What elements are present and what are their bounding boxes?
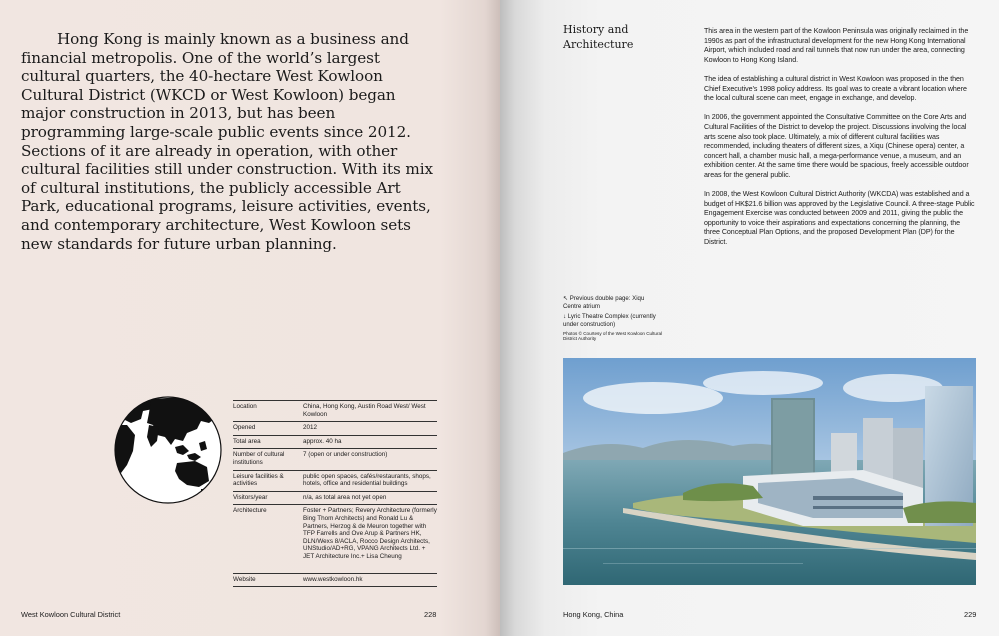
facts-label: Leisure facilities & activities [233,470,303,491]
facts-value: 7 (open or under construction) [303,449,437,470]
right-page-number: 229 [964,610,977,619]
facts-row-location [233,401,437,422]
section-heading: History and Architecture [563,23,634,51]
facts-table [233,400,437,587]
photo-captions [563,295,663,342]
facts-value: approx. 40 ha [303,435,437,449]
body-paragraph: The idea of establishing a cultural district in West Kowloon was proposed in the then Chief Executive’s 1998 policy address. Its goal was to create a vibrant location where the local cultural scene can meet, engage in exchange, and develop. [704,74,967,103]
left-footer-title: West Kowloon Cultural District [21,610,121,619]
facts-label: Total area [233,435,303,449]
caption-lyric-theatre: ↓ Lyric Theatre Complex (currently under construction) [563,313,656,328]
body-paragraph: In 2008, the West Kowloon Cultural District Authority (WKCDA) was established and a budget of HK$21.6 billion was approved by the Legislative Council. A three-stage Public Engagement Exercise was conducted between 2009 and 2011, giving the public the opportunity to voice their aspirations and expectations concerning the planning, the three Conceptual Plan Options, and the proposed Development Plan (DP) for the District. [704,190,975,247]
facts-label: Number of cultural institutions [233,449,303,470]
facts-row-total-area [233,435,437,449]
photo-credit: Photos © Courtesy of the West Kowloon Cultural District Authority [563,331,663,342]
facts-value: n/a, as total area not yet open [303,491,437,505]
facts-label: Website [233,573,303,587]
left-page-number: 228 [424,610,437,619]
facts-row-leisure [233,470,437,491]
facts-row-opened [233,422,437,436]
facts-value: www.westkowloon.hk [303,573,437,587]
body-paragraph: This area in the western part of the Kowloon Peninsula was originally reclaimed in the 1990s as part of the infrastructural development for the new Hong Kong International Airport, which included road and rail tunnels that now run under the area, connecting Kowloon to Hong Kong Island. [704,27,969,64]
facts-label: Visitors/year [233,491,303,505]
facts-row-website [233,573,437,587]
facts-label: Location [233,401,303,422]
lyric-theatre-photo [563,358,976,585]
caption-previous-page: ↖ Previous double page: Xiqu Centre atrium [563,295,645,310]
facts-value: Foster + Partners; Revery Architecture (formerly Bing Thom Architects) and Ronald Lu & Partners, Herzog & de Meuron together with TFP Farrells and Ove Arup & Partners HK, DLN/Wexs 8/ACLA, Rocco Design Architects, UNStudio/AD+RG, VPANG Architects Ltd. + JET Architecture Inc.+ Lisa Cheung [303,505,437,573]
facts-label: Architecture [233,505,303,573]
intro-paragraph: Hong Kong is mainly known as a business and financial metropolis. One of the world’s largest cultural quarters, the 40-hectare West Kowloon Cultural District (WKCD or West Kowloon) began major construction in 2013, but has been programming large-scale public events since 2012. Sections of it are already in operation, with other cultural facilities still under construction. With its mix of cultural institutions, the publicly accessible Art Park, educational programs, leisure activities, events, and contemporary architecture, West Kowloon sets new standards for future urban planning. [21,30,433,253]
facts-row-institutions [233,449,437,470]
facts-row-architecture [233,505,437,573]
facts-value: 2012 [303,422,437,436]
facts-value: public open spaces, cafés/restaurants, shops, hotels, office and residential buildings [303,470,437,491]
right-footer-title: Hong Kong, China [563,610,624,619]
facts-value: China, Hong Kong, Austin Road West/ West Kowloon [303,401,437,422]
globe-icon [113,395,223,505]
body-text [704,27,976,257]
body-paragraph: In 2006, the government appointed the Consultative Committee on the Core Arts and Cultural Facilities of the District to develop the project. Discussions involving the local arts scene also took place. Ultimately, a mix of different cultural facilities was recommended, including theaters of different sizes, a Xiqu (Chinese opera) center, a concert hall, a chamber music hall, a mega-performance venue, a museum, and an exhibition center. At the same time there would be spacious, freely accessible outdoor areas for the general public. [704,113,969,179]
facts-row-visitors [233,491,437,505]
facts-label: Opened [233,422,303,436]
